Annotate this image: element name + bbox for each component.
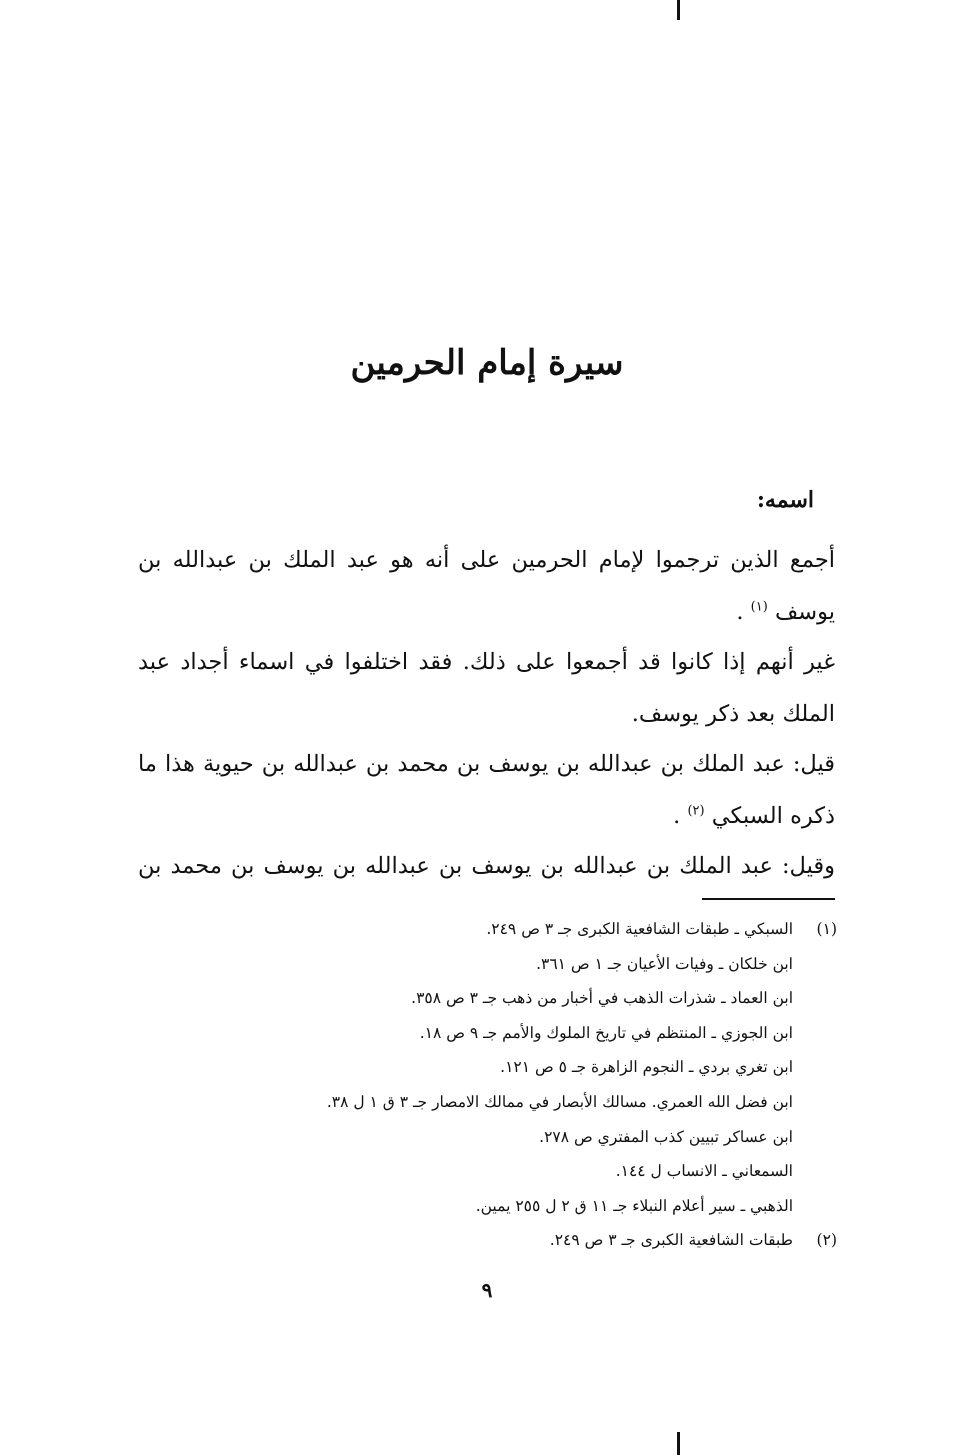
footnote-text: السمعاني ـ الانساب ل ١٤٤. [615,1162,793,1181]
footnote-item [117,1016,837,1051]
footnote-text: ابن خلكان ـ وفيات الأعيان جـ ١ ص ٣٦١. [536,954,793,973]
footnote-item [117,947,837,982]
footnote-item [117,981,837,1016]
footnote-text: ابن فضل الله العمري. مسالك الأبصار في ممالك الامصار جـ ٣ ق ١ ل ٣٨. [326,1092,793,1111]
paragraph-2: غير أنهم إذا كانوا قد أجمعوا على ذلك. فقد اختلفوا في اسماء أجداد عبد الملك بعد ذكر يوسف. [138,649,835,727]
footnote-text: السبكي ـ طبقات الشافعية الكبرى جـ ٣ ص ٢٤٩. [486,920,793,938]
footnote-text: الذهبي ـ سير أعلام النبلاء جـ ١١ ق ٢ ل ٢٥٥ يمين. [475,1196,793,1215]
footnote-text: ابن عساكر تبيين كذب المفتري ص ٢٧٨. [539,1127,793,1146]
paragraph-1 [138,534,835,638]
footnote-text: طبقات الشافعية الكبرى جـ ٣ ص ٢٤٩. [549,1231,793,1250]
paragraph-1-text: أجمع الذين ترجموا لإمام الحرمين على أنه هو عبد الملك بن عبدالله بن يوسف [138,547,835,625]
page-title: سيرة إمام الحرمين [350,343,624,383]
footnote-item [117,1120,837,1155]
footnote-number: (١) [816,920,837,938]
footnote-item [117,1050,837,1085]
footnote-item [117,1154,837,1189]
paragraph-1-tail: . [736,599,744,625]
crop-mark-top [677,0,680,20]
page-number: ٩ [481,1278,493,1302]
paragraph-3 [138,738,835,842]
footnote-item [117,1189,837,1224]
footnote-text: ابن تغري بردي ـ النجوم الزاهرة جـ ٥ ص ١٢١. [500,1058,793,1077]
footnote-number: (٢) [816,1231,837,1250]
footnote-text: ابن العماد ـ شذرات الذهب في أخبار من ذهب جـ ٣ ص ٣٥٨. [411,989,793,1008]
footnote-ref-1: (١) [750,599,768,615]
paragraph-3-text: قيل: عبد الملك بن عبدالله بن يوسف بن محمد بن عبدالله بن حيوية هذا ما ذكره السبكي [138,751,835,829]
footnote-item [117,1085,837,1120]
footnote-item [117,1223,837,1258]
footnote-item [117,912,837,947]
paragraph-4: وقيل: عبد الملك بن عبدالله بن يوسف بن عبدالله بن يوسف بن محمد بن [138,853,835,879]
paragraph-3-tail: . [673,803,681,829]
footnote-ref-2: (٢) [687,803,705,819]
crop-mark-bottom [677,1432,680,1455]
section-heading: اسمه: [756,487,814,513]
footnote-text: ابن الجوزي ـ المنتظم في تاريخ الملوك والأمم جـ ٩ ص ١٨. [419,1023,793,1042]
footnote-divider [702,898,835,900]
footnotes-list [117,912,837,1258]
